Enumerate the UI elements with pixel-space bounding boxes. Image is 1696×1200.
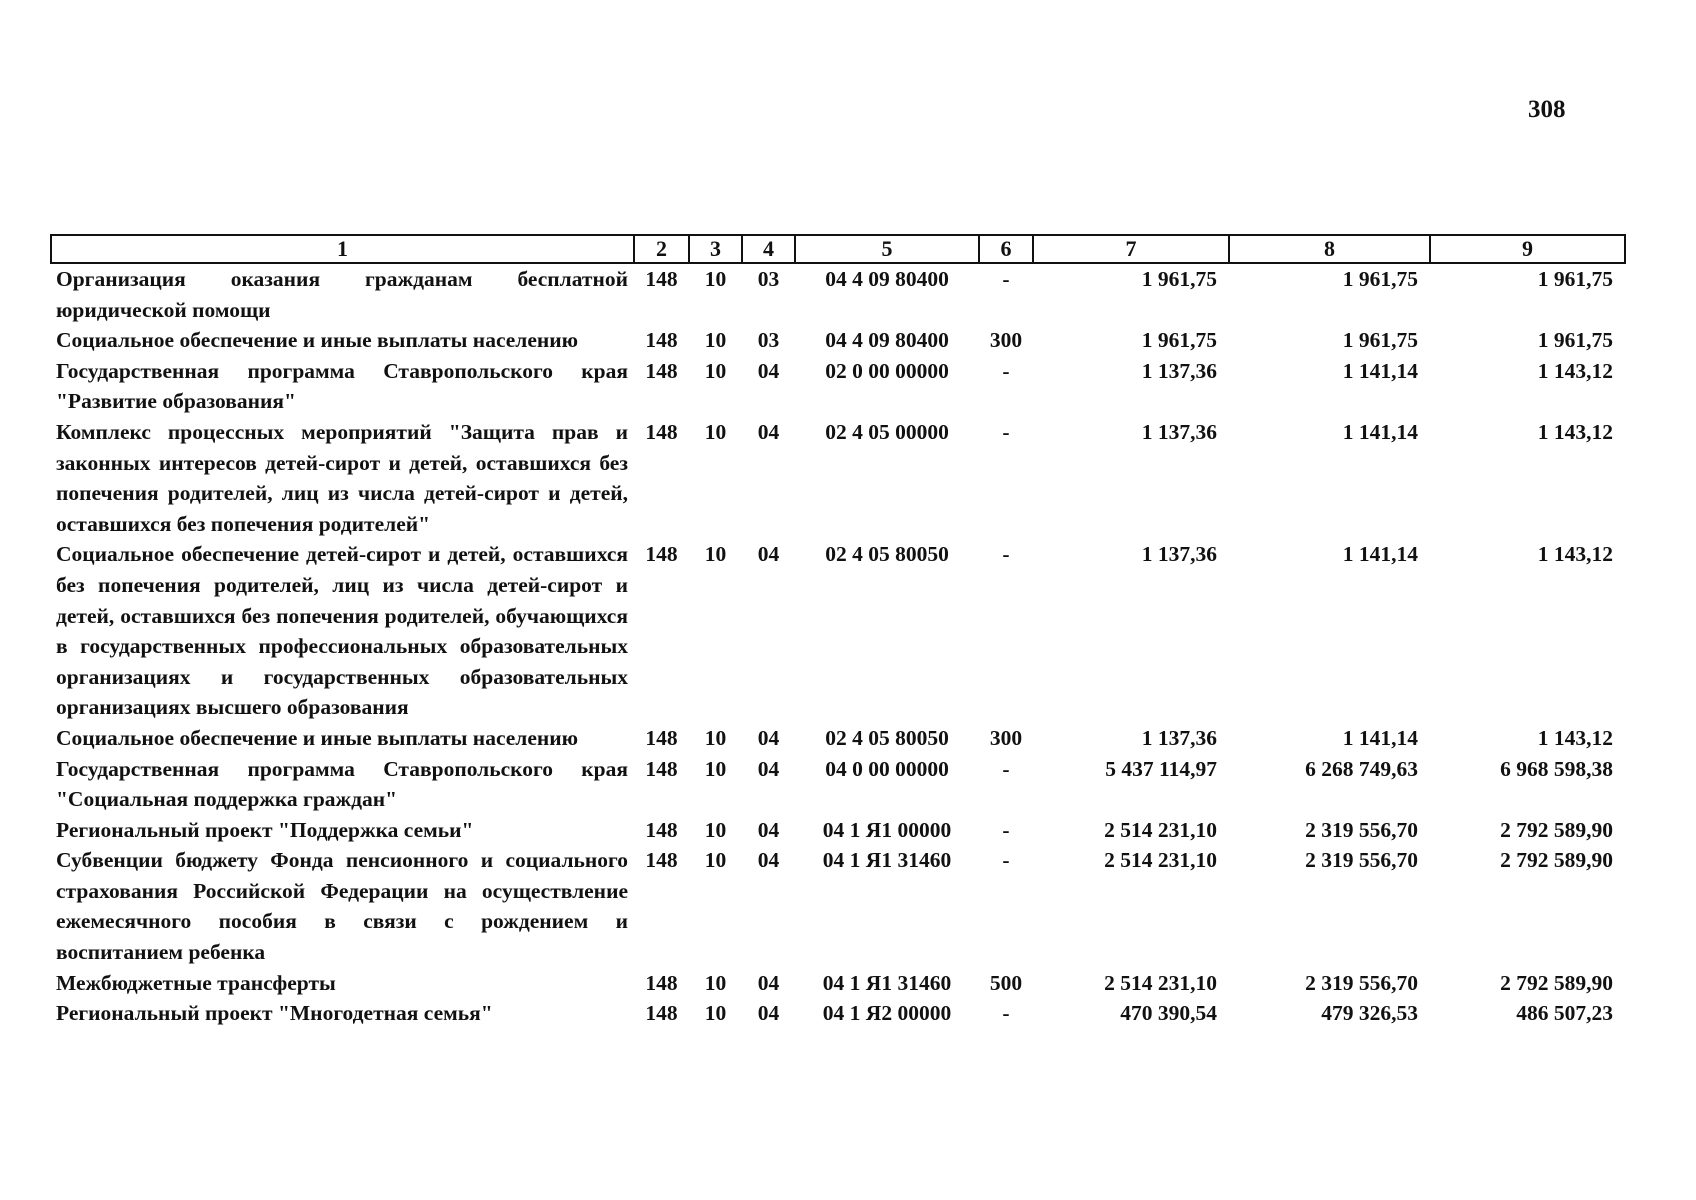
cell-amount-year1: 1 137,36	[1141, 542, 1217, 567]
cell-amount-year3: 486 507,23	[1516, 1001, 1613, 1026]
cell-target-article: 04 1 Я1 00000	[822, 817, 952, 842]
cell-ministry-code: 148	[645, 848, 678, 873]
cell-amount-year1: 2 514 231,10	[1104, 848, 1217, 873]
table-row	[51, 263, 1625, 325]
cell-amount-year2: 479 326,53	[1321, 1001, 1418, 1026]
cell-amount-year2: 6 268 749,63	[1305, 756, 1418, 781]
column-header: 8	[1229, 235, 1430, 263]
table-row	[51, 968, 1625, 999]
table-row	[51, 815, 1625, 846]
cell-section: 10	[704, 267, 727, 291]
cell-amount-year2: 1 961,75	[1342, 328, 1418, 353]
cell-amount-year2: 1 961,75	[1342, 267, 1418, 291]
cell-amount-year2: 1 141,14	[1342, 542, 1418, 567]
table-row	[51, 539, 1625, 723]
cell-expense-type: 300	[989, 725, 1023, 750]
cell-target-article: 02 4 05 80050	[825, 725, 949, 750]
row-name: Социальное обеспечение и иные выплаты населению	[56, 725, 579, 750]
cell-section: 10	[704, 358, 727, 383]
row-name: Межбюджетные трансферты	[56, 970, 336, 995]
cell-expense-type: -	[1002, 267, 1010, 291]
cell-subsection: 04	[757, 419, 780, 444]
cell-target-article: 02 4 05 80050	[825, 542, 949, 567]
cell-expense-type: -	[1002, 542, 1010, 567]
table-row	[51, 998, 1625, 1029]
cell-amount-year3: 1 961,75	[1537, 267, 1613, 291]
row-name: Субвенции бюджету Фонда пенсионного и социального страхования Российской Федерации на осуществление ежемесячного пособия в связи с рождением и воспитанием ребенка	[56, 848, 628, 965]
cell-subsection: 04	[757, 817, 780, 842]
column-header: 1	[51, 235, 634, 263]
cell-section: 10	[704, 328, 727, 353]
cell-amount-year2: 1 141,14	[1342, 358, 1418, 383]
cell-amount-year3: 1 143,12	[1537, 725, 1613, 750]
cell-amount-year1: 470 390,54	[1120, 1001, 1217, 1026]
column-header: 9	[1430, 235, 1625, 263]
cell-amount-year1: 1 137,36	[1141, 725, 1217, 750]
cell-amount-year3: 1 143,12	[1537, 542, 1613, 567]
cell-section: 10	[704, 1001, 727, 1026]
cell-section: 10	[704, 542, 727, 567]
cell-amount-year2: 1 141,14	[1342, 419, 1418, 444]
cell-amount-year3: 2 792 589,90	[1500, 817, 1613, 842]
cell-amount-year1: 5 437 114,97	[1105, 756, 1217, 781]
table-row	[51, 356, 1625, 417]
table-row	[51, 845, 1625, 967]
column-header: 5	[795, 235, 979, 263]
row-name: Комплекс процессных мероприятий "Защита прав и законных интересов детей-сирот и детей, оставшихся без попечения родителей, лиц из числа детей-сирот и детей, оставшихся без попечения родителей"	[56, 419, 628, 536]
row-name: Региональный проект "Многодетная семья"	[56, 1001, 493, 1026]
cell-amount-year1: 1 961,75	[1141, 267, 1217, 291]
cell-ministry-code: 148	[645, 358, 678, 383]
column-header: 2	[634, 235, 689, 263]
cell-ministry-code: 148	[645, 542, 678, 567]
page-number: 308	[1528, 96, 1566, 123]
cell-subsection: 04	[757, 358, 780, 383]
cell-section: 10	[704, 725, 727, 750]
row-name: Социальное обеспечение и иные выплаты населению	[56, 328, 579, 353]
cell-subsection: 04	[757, 970, 780, 995]
cell-amount-year1: 1 137,36	[1141, 419, 1217, 444]
column-header: 3	[689, 235, 742, 263]
cell-section: 10	[704, 419, 727, 444]
cell-ministry-code: 148	[645, 756, 678, 781]
cell-subsection: 04	[757, 725, 780, 750]
cell-ministry-code: 148	[645, 970, 678, 995]
cell-subsection: 03	[757, 328, 780, 353]
cell-section: 10	[704, 848, 727, 873]
row-name: Региональный проект "Поддержка семьи"	[56, 817, 474, 842]
column-header: 4	[742, 235, 795, 263]
cell-expense-type: -	[1002, 1001, 1010, 1026]
cell-expense-type: -	[1002, 817, 1010, 842]
cell-amount-year3: 1 961,75	[1537, 328, 1613, 353]
table-row	[51, 723, 1625, 754]
cell-target-article: 04 1 Я1 31460	[822, 970, 952, 995]
cell-ministry-code: 148	[645, 817, 678, 842]
cell-section: 10	[704, 970, 727, 995]
cell-target-article: 02 4 05 00000	[825, 419, 949, 444]
cell-amount-year2: 1 141,14	[1342, 725, 1418, 750]
cell-subsection: 03	[757, 267, 780, 291]
cell-amount-year3: 1 143,12	[1537, 419, 1613, 444]
cell-amount-year1: 2 514 231,10	[1104, 970, 1217, 995]
cell-target-article: 04 0 00 00000	[825, 756, 949, 781]
table-body	[51, 263, 1625, 1029]
cell-amount-year1: 2 514 231,10	[1104, 817, 1217, 842]
row-name: Социальное обеспечение детей-сирот и детей, оставшихся без попечения родителей, лиц из числа детей-сирот и детей, оставшихся без попечения родителей, обучающихся в государственных профессиональных образовательных организациях и государственных образовательных организациях высшего образования	[56, 542, 628, 720]
cell-section: 10	[704, 817, 727, 842]
cell-amount-year3: 6 968 598,38	[1500, 756, 1613, 781]
cell-amount-year3: 2 792 589,90	[1500, 970, 1613, 995]
table-row	[51, 417, 1625, 539]
cell-expense-type: 500	[989, 970, 1023, 995]
cell-amount-year2: 2 319 556,70	[1305, 848, 1418, 873]
cell-amount-year2: 2 319 556,70	[1305, 970, 1418, 995]
cell-target-article: 04 1 Я2 00000	[822, 1001, 952, 1026]
cell-subsection: 04	[757, 756, 780, 781]
cell-amount-year3: 2 792 589,90	[1500, 848, 1613, 873]
cell-expense-type: -	[1002, 756, 1010, 781]
table-row	[51, 754, 1625, 815]
row-name: Государственная программа Ставропольского края "Социальная поддержка граждан"	[56, 756, 628, 812]
table-row	[51, 325, 1625, 356]
column-header: 7	[1033, 235, 1229, 263]
cell-expense-type: -	[1002, 358, 1010, 383]
cell-ministry-code: 148	[645, 328, 678, 353]
cell-ministry-code: 148	[645, 1001, 678, 1026]
cell-amount-year1: 1 961,75	[1141, 328, 1217, 353]
header-row	[51, 235, 1625, 263]
cell-subsection: 04	[757, 542, 780, 567]
cell-subsection: 04	[757, 848, 780, 873]
cell-target-article: 02 0 00 00000	[825, 358, 949, 383]
cell-ministry-code: 148	[645, 725, 678, 750]
cell-amount-year3: 1 143,12	[1537, 358, 1613, 383]
cell-subsection: 04	[757, 1001, 780, 1026]
cell-amount-year1: 1 137,36	[1141, 358, 1217, 383]
cell-target-article: 04 4 09 80400	[825, 267, 949, 291]
cell-target-article: 04 4 09 80400	[825, 328, 949, 353]
cell-expense-type: 300	[989, 328, 1023, 353]
cell-target-article: 04 1 Я1 31460	[822, 848, 952, 873]
cell-ministry-code: 148	[645, 267, 678, 291]
cell-expense-type: -	[1002, 419, 1010, 444]
column-header: 6	[979, 235, 1033, 263]
cell-ministry-code: 148	[645, 419, 678, 444]
cell-section: 10	[704, 756, 727, 781]
row-name: Организация оказания гражданам бесплатной юридической помощи	[56, 267, 628, 322]
cell-expense-type: -	[1002, 848, 1010, 873]
cell-amount-year2: 2 319 556,70	[1305, 817, 1418, 842]
row-name: Государственная программа Ставропольского края "Развитие образования"	[56, 358, 628, 414]
budget-table	[50, 234, 1626, 1029]
